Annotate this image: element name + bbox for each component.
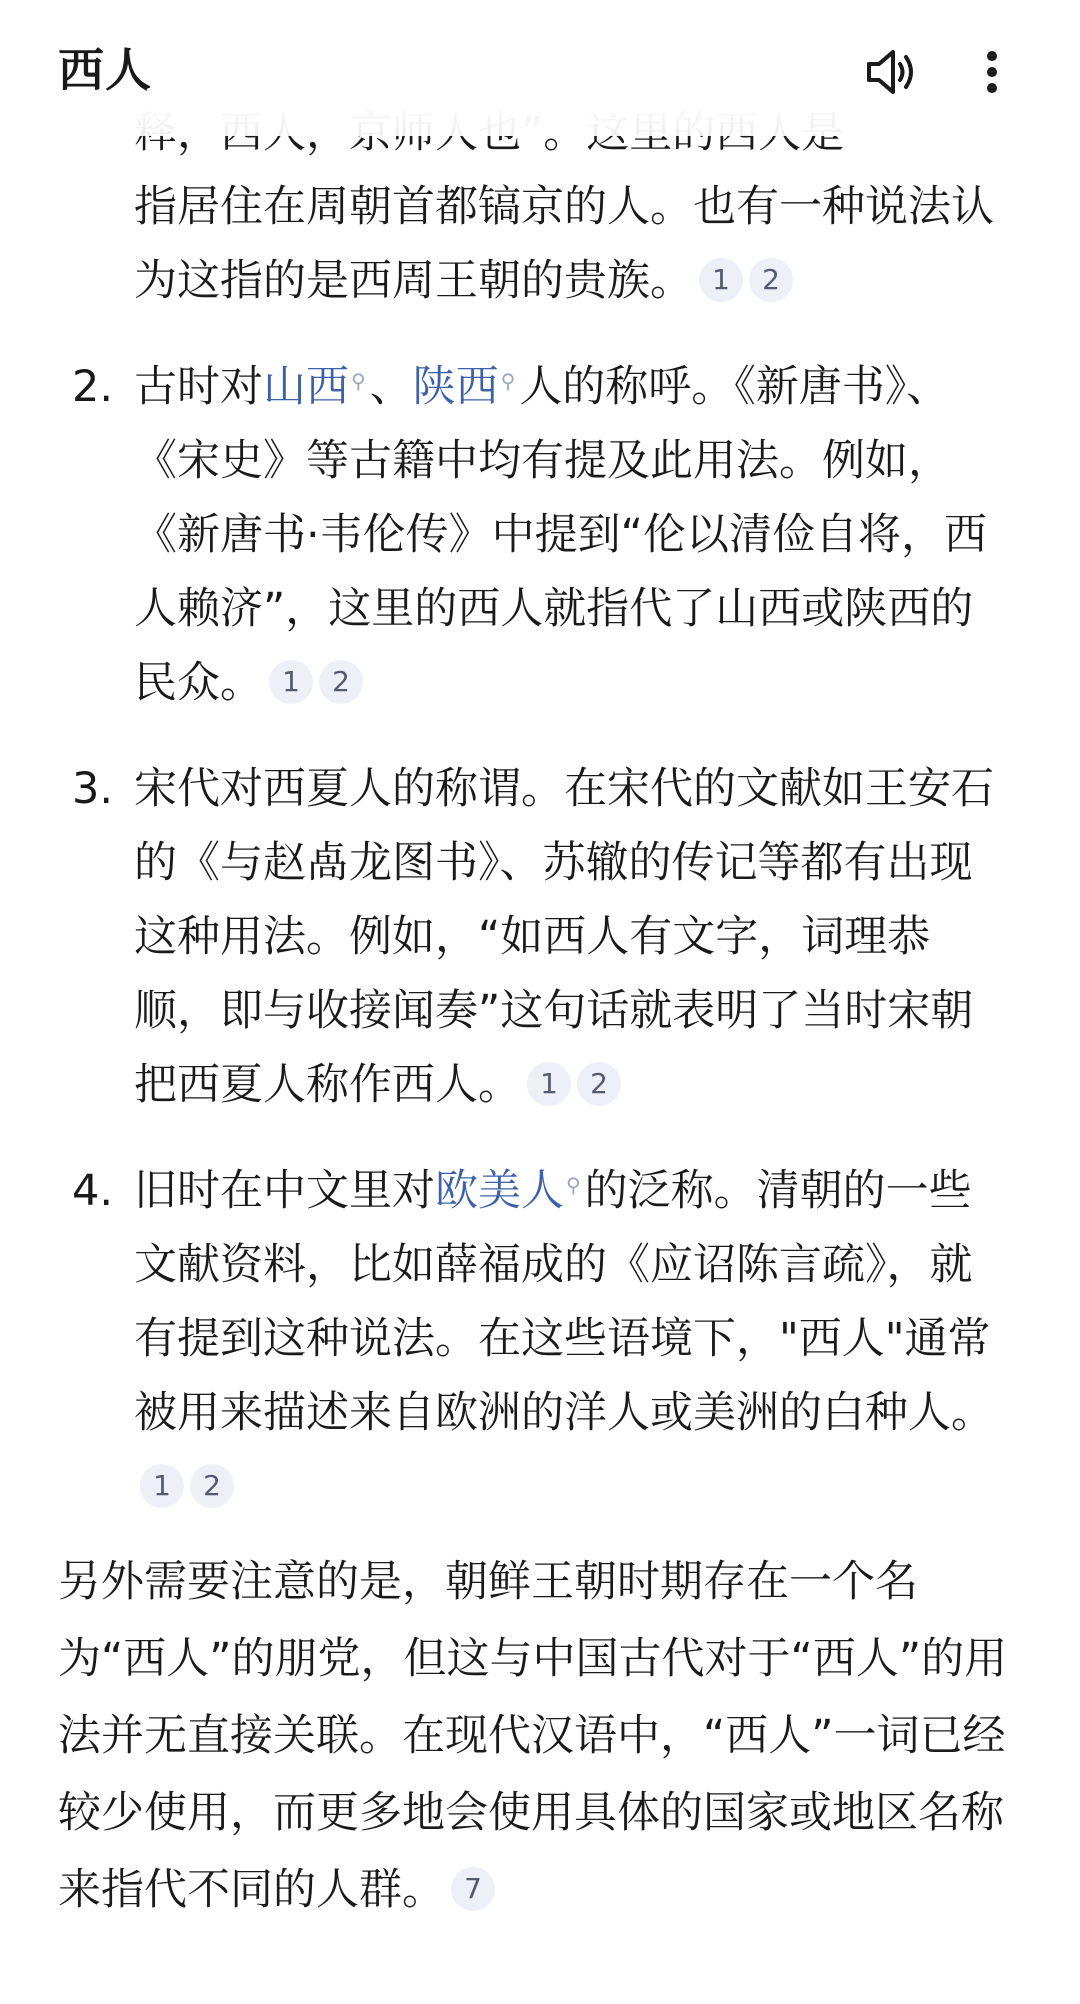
search-icon[interactable]: ⚲ — [566, 1173, 581, 1197]
closing-paragraph — [58, 1544, 1018, 1929]
citation-badge[interactable]: 2 — [749, 258, 793, 302]
citation-badge[interactable]: 1 — [699, 258, 743, 302]
list-item-4 — [72, 1154, 1012, 1524]
search-icon[interactable]: ⚲ — [351, 369, 366, 393]
citation-badge[interactable]: 2 — [190, 1464, 234, 1508]
page-title: 西人 — [58, 43, 152, 97]
item1-text: 指居住在周朝首都镐京的人。也有一种说法认为这指的是西周王朝的贵族。 — [134, 182, 994, 306]
item2-pre: 古时对 — [134, 362, 263, 412]
link-euro-american[interactable]: 欧美人 — [435, 1166, 564, 1216]
more-vertical-icon[interactable] — [960, 40, 1024, 104]
item2-sep: 、 — [369, 362, 413, 412]
item4-pre: 旧时在中文里对 — [134, 1166, 435, 1216]
link-shaanxi[interactable]: 陕西 — [412, 362, 499, 412]
list-number: 4. — [72, 1166, 114, 1216]
citation-badge[interactable]: 1 — [527, 1062, 571, 1106]
list-number: 3. — [72, 764, 114, 814]
search-icon[interactable]: ⚲ — [500, 369, 516, 393]
list-item-2 — [72, 350, 1012, 720]
citation-badge[interactable]: 1 — [140, 1464, 184, 1508]
app-header — [0, 0, 1080, 136]
item2-post: 人的称呼。《新唐书》、《宋史》等古籍中均有提及此用法。例如，《新唐书·韦伦传》中提到“伦以清俭自将，西人赖济”，这里的西人就指代了山西或陕西的民众。 — [134, 362, 987, 708]
answer-content — [0, 96, 1080, 1929]
citation-badge[interactable]: 2 — [577, 1062, 621, 1106]
speaker-icon[interactable] — [860, 40, 924, 104]
citation-badge[interactable]: 7 — [451, 1867, 495, 1911]
item4-post: 的泛称。清朝的一些文献资料，比如薛福成的《应诏陈言疏》，就有提到这种说法。在这些语境下，"西人"通常被用来描述来自欧洲的洋人或美洲的白种人。 — [134, 1166, 994, 1438]
closing-text: 另外需要注意的是，朝鲜王朝时期存在一个名为“西人”的朋党，但这与中国古代对于“西人”的用法并无直接关联。在现代汉语中，“西人”一词已经较少使用，而更多地会使用具体的国家或地区名称来指代不同的人群。 — [58, 1557, 1008, 1915]
link-shanxi[interactable]: 山西 — [263, 362, 349, 412]
citation-badge[interactable]: 1 — [269, 660, 313, 704]
list-item-3 — [72, 752, 1012, 1122]
list-number: 2. — [72, 362, 114, 412]
citation-badge[interactable]: 2 — [319, 660, 363, 704]
item3-text: 宋代对西夏人的称谓。在宋代的文献如王安石的《与赵卨龙图书》、苏辙的传记等都有出现这种用法。例如，“如西人有文字，词理恭顺，即与收接闻奏”这句话就表明了当时宋朝把西夏人称作西人。 — [134, 764, 994, 1110]
